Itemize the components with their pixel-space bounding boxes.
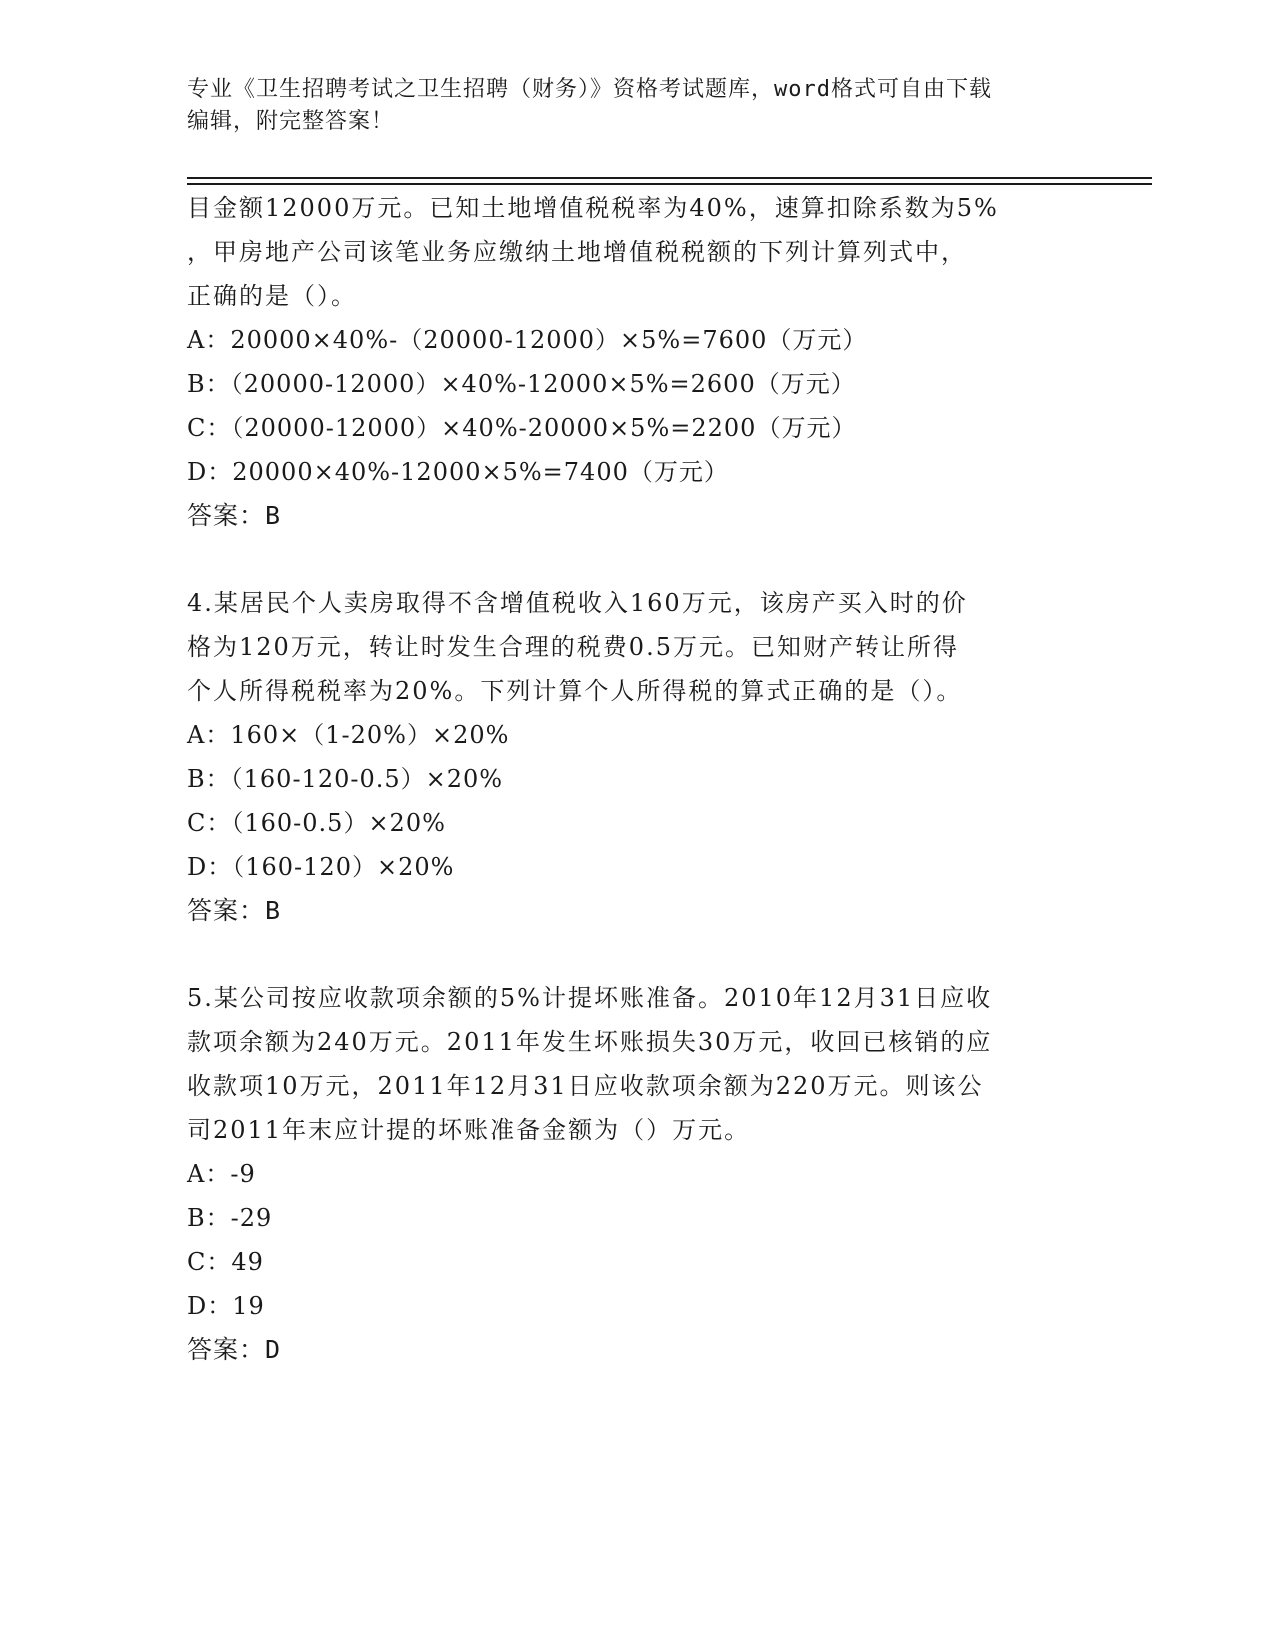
question-text-line: 收款项10万元，2011年12月31日应收款项余额为220万元。则该公 (187, 1072, 984, 1100)
header-rule-bottom (187, 183, 1152, 185)
question-text-line: 个人所得税税率为20%。下列计算个人所得税的算式正确的是（）。 (187, 677, 963, 705)
question-text-line: 正确的是（）。 (187, 282, 357, 310)
answer: 答案：D (187, 1335, 282, 1364)
header-rule-top (187, 177, 1152, 179)
option-b: B：-29 (187, 1204, 273, 1232)
question-text-line: 款项余额为240万元。2011年发生坏账损失30万元，收回已核销的应 (187, 1028, 993, 1056)
option-a: A：20000×40%-（20000-12000）×5%=7600（万元） (187, 326, 868, 354)
header-line-1: 专业《卫生招聘考试之卫生招聘（财务）》资格考试题库，word格式可自由下载 (187, 77, 992, 102)
option-d: D：（160-120）×20% (187, 853, 455, 881)
question-text-line: 4.某居民个人卖房取得不含增值税收入160万元，该房产买入时的价 (187, 589, 968, 617)
question-text-line: 格为120万元，转让时发生合理的税费0.5万元。已知财产转让所得 (187, 633, 959, 661)
question-text-line: 司2011年末应计提的坏账准备金额为（）万元。 (187, 1116, 751, 1144)
option-d: D：19 (187, 1292, 265, 1320)
option-b: B：（20000-12000）×40%-12000×5%=2600（万元） (187, 370, 856, 398)
answer: 答案：B (187, 501, 282, 530)
option-d: D：20000×40%-12000×5%=7400（万元） (187, 458, 729, 486)
answer: 答案：B (187, 896, 282, 925)
question-text-line: 目金额12000万元。已知土地增值税税率为40%，速算扣除系数为5% (187, 194, 999, 222)
document-header (187, 74, 1087, 138)
option-c: C：49 (187, 1248, 264, 1276)
question-text-line: 5.某公司按应收款项余额的5%计提坏账准备。2010年12月31日应收 (187, 984, 993, 1012)
option-c: C：（20000-12000）×40%-20000×5%=2200（万元） (187, 414, 857, 442)
option-a: A：160×（1-20%）×20% (187, 721, 510, 749)
question-text-line: ，甲房地产公司该笔业务应缴纳土地增值税税额的下列计算列式中， (187, 238, 967, 266)
option-c: C：（160-0.5）×20% (187, 809, 446, 837)
option-a: A：-9 (187, 1160, 256, 1188)
option-b: B：（160-120-0.5）×20% (187, 765, 504, 793)
header-line-2: 编辑，附完整答案！ (187, 109, 395, 134)
